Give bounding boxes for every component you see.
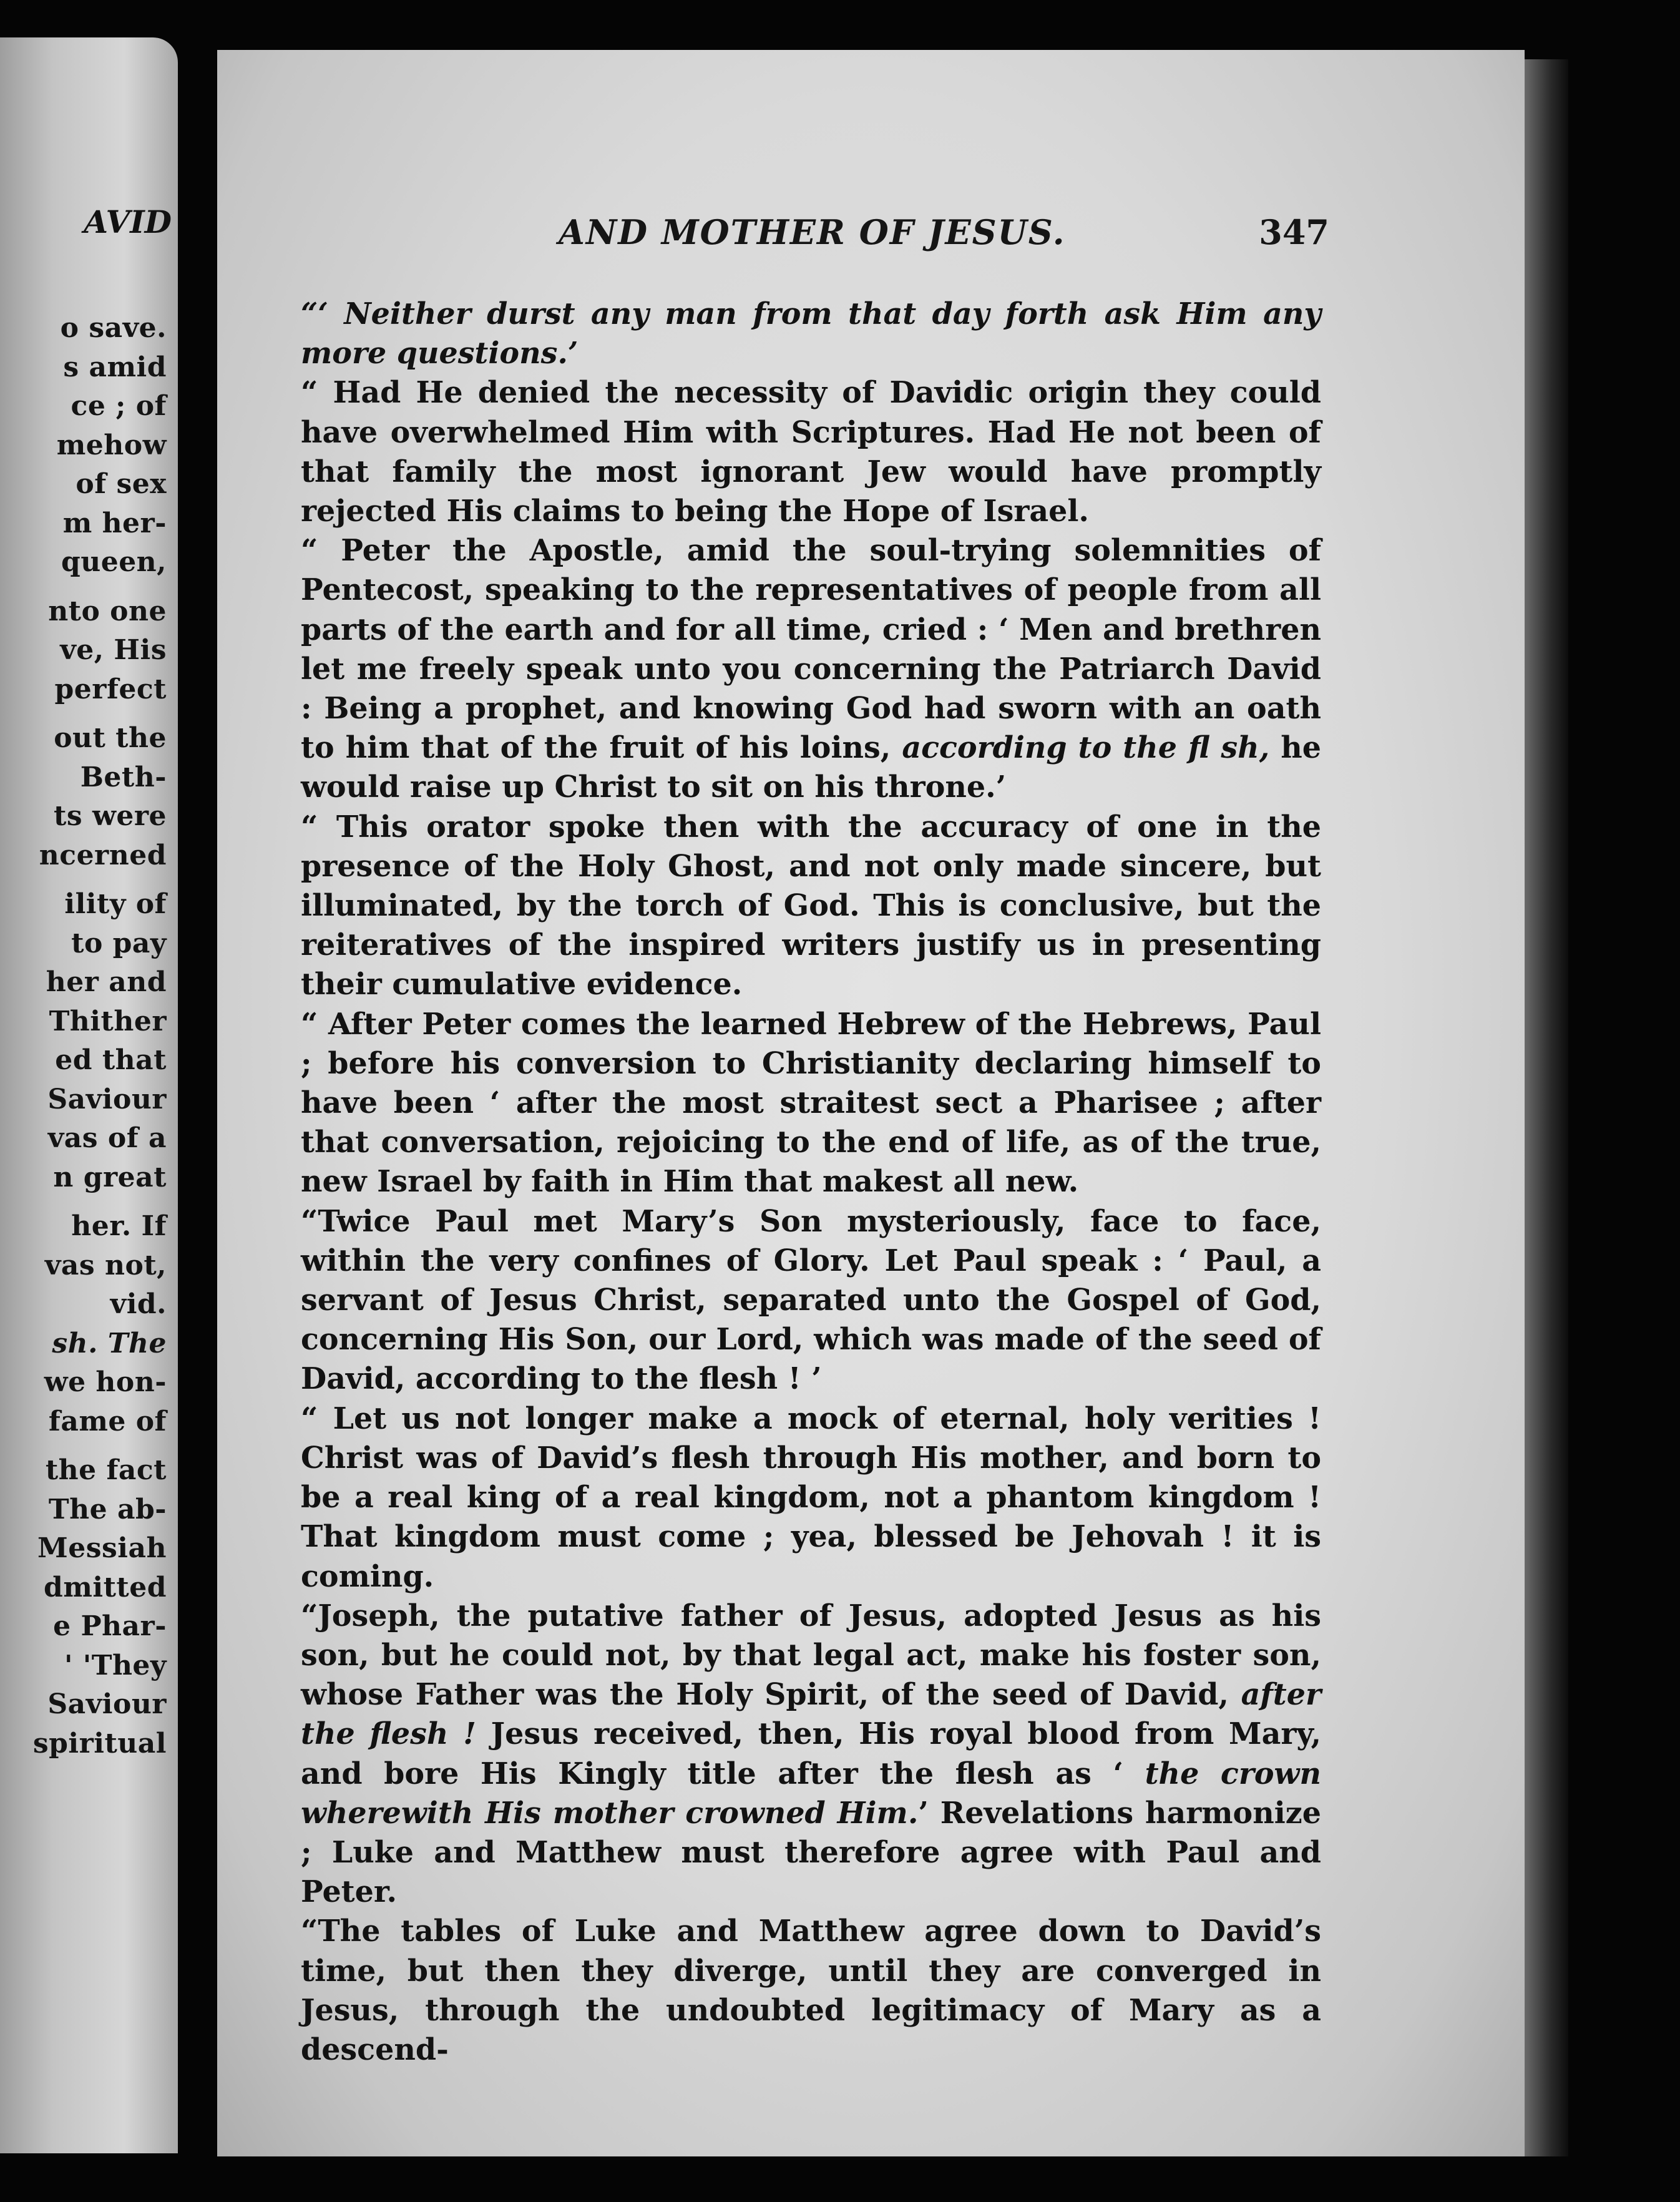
page-edge-shadow: [1525, 59, 1568, 2156]
running-head: [346, 212, 1329, 262]
left-page-line: ts were: [54, 800, 167, 832]
left-page-line: ce ; of: [71, 390, 167, 422]
left-page-line: n great: [53, 1161, 167, 1193]
paragraph-6: “Twice Paul met Mary’s Son mysteriously, face to face, within the very confines of Glory. Let Paul speak : ‘ Paul, a servant of Jesus Christ, separated unto the Gospel of God, concerning His Son, our Lord, which was made of the seed of David, according to the flesh ! ’: [301, 1203, 1321, 1397]
left-page-line: Thither: [49, 1005, 167, 1037]
paragraph-3: [301, 531, 1321, 807]
paragraph-8-text-mid: Jesus received, then, His royal blood from Mary, and bore His Kingly title after the flesh as ‘: [301, 1716, 1321, 1791]
left-page-line: The ab-: [48, 1493, 167, 1525]
left-page-line: to pay: [71, 927, 167, 959]
paragraph-3-italic: according to the fl sh,: [902, 730, 1270, 766]
paragraph-9: “The tables of Luke and Matthew agree down to David’s time, but then they diverge, until they are converged in Jesus, through the undoubted legitimacy of Mary as a descend-: [301, 1914, 1321, 2067]
paragraph-1: “‘ Neither durst any man from that day forth ask Him any more questions.’: [301, 296, 1321, 371]
left-page-line: her. If: [71, 1210, 167, 1242]
left-page-line: fame of: [48, 1405, 167, 1437]
left-page-line: mehow: [56, 429, 167, 461]
left-page-line: the fact: [45, 1454, 167, 1486]
left-page-line: Saviour: [47, 1083, 167, 1115]
left-page-line: perfect: [54, 673, 167, 705]
body-text: [301, 295, 1321, 2070]
left-page-line: Messiah: [37, 1532, 167, 1564]
paragraph-8: [301, 1597, 1321, 1912]
running-title: AND MOTHER OF JESUS.: [559, 212, 1066, 252]
paragraph-5: “ After Peter comes the learned Hebrew of the Hebrews, Paul ; before his conversion to Christianity declaring himself to have been ‘ after the most straitest sect a Pharisee ; after that conversation, rejoicing to the end of life, as of the true, new Israel by faith in Him that makest all new.: [301, 1006, 1321, 1200]
left-page-line: nto one: [48, 595, 167, 627]
paragraph-4: “ This orator spoke then with the accuracy of one in the presence of the Holy Ghost, and not only made sincere, but illuminated, by the torch of God. This is conclusive, but the reiteratives of the inspired writers justify us in presenting their cumulative evidence.: [301, 809, 1321, 1002]
left-page-line: dmitted: [44, 1571, 167, 1603]
left-page-line: ve, His: [60, 634, 167, 666]
paragraph-7: “ Let us not longer make a mock of eternal, holy verities ! Christ was of David’s flesh through His mother, and born to be a real king of a real kingdom, not a phantom kingdom ! That kingdom must come ; yea, blessed be Jehovah ! it is coming.: [301, 1401, 1321, 1594]
left-page-line: s amid: [63, 351, 167, 383]
paragraph-3-text: “ Peter the Apostle, amid the soul-trying solemnities of Pentecost, speaking to the representatives of people from all parts of the earth and for all time, cried : ‘ Men and brethren let me freely speak unto you concerning the Patriarch David : Being a prophet, and knowing God had sworn with an oath to him that of the fruit of his loins,: [301, 533, 1321, 766]
left-page-line: ed that: [55, 1044, 167, 1076]
facing-page-left: [0, 37, 178, 2153]
left-page-line: spiritual: [32, 1727, 167, 1759]
left-page-line: m her-: [62, 507, 167, 539]
left-page-line: o save.: [60, 312, 167, 344]
left-page-running-head: AVID: [84, 203, 172, 240]
left-page-line: ' 'They: [64, 1649, 167, 1681]
left-page-line: out the: [54, 722, 167, 754]
paragraph-2: “ Had He denied the necessity of Davidic origin they could have overwhelmed Him with Scriptures. Had He not been of that family the most ignorant Jew would have promptly rejected His claims to being the Hope of Israel.: [301, 375, 1321, 529]
left-page-line: we hon-: [44, 1366, 167, 1398]
left-page-line: vid.: [110, 1288, 167, 1320]
left-page-line: queen,: [61, 546, 167, 578]
paragraph-8-italic-2: the crown wherewith His mother crowned Him.: [301, 1756, 1321, 1831]
paragraph-8-text-end: ’ Revelations harmonize ; Luke and Matthew must therefore agree with Paul and Peter.: [301, 1795, 1321, 1910]
left-page-line: sh. The: [52, 1327, 167, 1359]
left-page-line: Saviour: [47, 1688, 167, 1720]
left-page-line: ility of: [64, 888, 167, 920]
paragraph-8-italic-1: after the flesh !: [301, 1677, 1321, 1752]
paragraph-8-text: “Joseph, the putative father of Jesus, adopted Jesus as his son, but he could not, by that legal act, make his foster son, whose Father was the Holy Spirit, of the seed of David,: [301, 1598, 1321, 1713]
left-page-line: e Phar-: [53, 1610, 167, 1642]
left-page-line: vas of a: [47, 1122, 167, 1154]
left-page-line: Beth-: [80, 761, 167, 793]
page-number: 347: [1259, 212, 1329, 252]
paragraph-3-text-end: he would raise up Christ to sit on his throne.’: [301, 730, 1321, 805]
left-page-line: of sex: [76, 468, 167, 500]
left-page-line: vas not,: [44, 1249, 167, 1281]
left-page-line: ncerned: [39, 839, 167, 871]
left-page-line: her and: [46, 966, 167, 998]
